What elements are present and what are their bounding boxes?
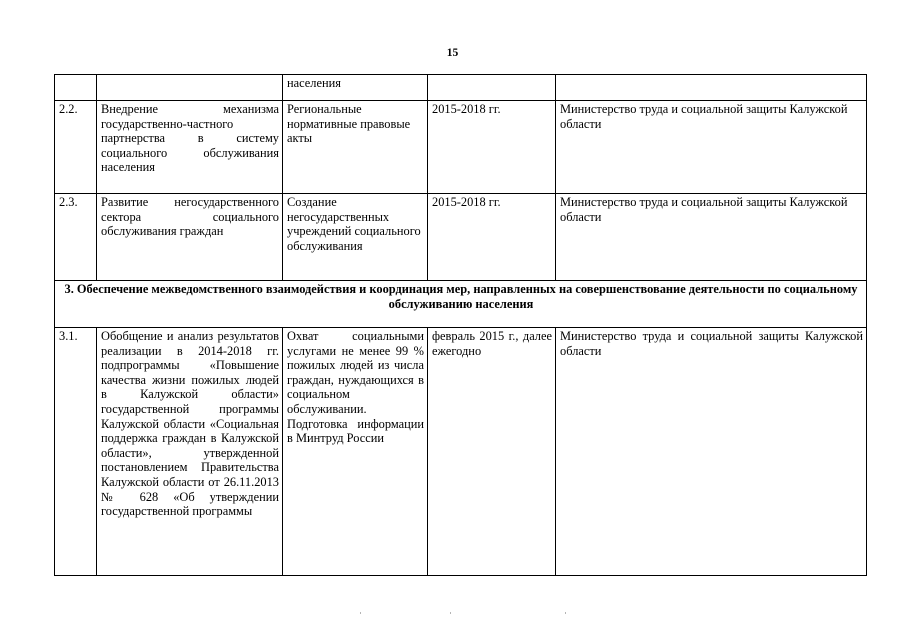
page-number: 15 (446, 47, 459, 59)
table-row (55, 328, 867, 576)
row-number: 2.2. (55, 101, 97, 194)
executor-cell: Министерство труда и социальной защиты Калужской области (556, 328, 867, 576)
executor-cell (556, 75, 867, 101)
measures-table (54, 74, 867, 576)
row-number: 3.1. (55, 328, 97, 576)
section-heading: 3. Обеспечение межведомственного взаимодействия и координация мер, направленных на совершенствование деятельности по социальному обслуживанию населения (55, 281, 867, 328)
term-cell: 2015-2018 гг. (428, 101, 556, 194)
section-row (55, 281, 867, 328)
measure-cell: Внедрение механизма государственно-частного партнерства в систему социального обслуживания населения (97, 101, 283, 194)
executor-cell: Министерство труда и социальной защиты Калужской области (556, 194, 867, 281)
measure-cell (97, 75, 283, 101)
term-cell: 2015-2018 гг. (428, 194, 556, 281)
scan-marks (340, 612, 580, 618)
table-row (55, 101, 867, 194)
result-cell: Создание негосударственных учреждений социального обслуживания (283, 194, 428, 281)
table-row (55, 75, 867, 101)
row-number (55, 75, 97, 101)
measure-cell: Развитие негосударственного сектора социального обслуживания граждан (97, 194, 283, 281)
result-cell: Охват социальными услугами не менее 99 % пожилых людей из числа граждан, нуждающихся в социальном обслуживании. Подготовка информации в Минтруд России (283, 328, 428, 576)
result-cell: населения (283, 75, 428, 101)
table-row (55, 194, 867, 281)
term-cell (428, 75, 556, 101)
term-cell: февраль 2015 г., далее ежегодно (428, 328, 556, 576)
measure-cell: Обобщение и анализ результатов реализации в 2014-2018 гг. подпрограммы «Повышение качества жизни пожилых людей в Калужской области» государственной программы Калужской области «Социальная поддержка граждан в Калужской области», утвержденной постановлением Правительства Калужской области от 26.11.2013 № 628 «Об утверждении государственной программы (97, 328, 283, 576)
row-number: 2.3. (55, 194, 97, 281)
result-cell: Региональные нормативные правовые акты (283, 101, 428, 194)
executor-cell: Министерство труда и социальной защиты Калужской области (556, 101, 867, 194)
